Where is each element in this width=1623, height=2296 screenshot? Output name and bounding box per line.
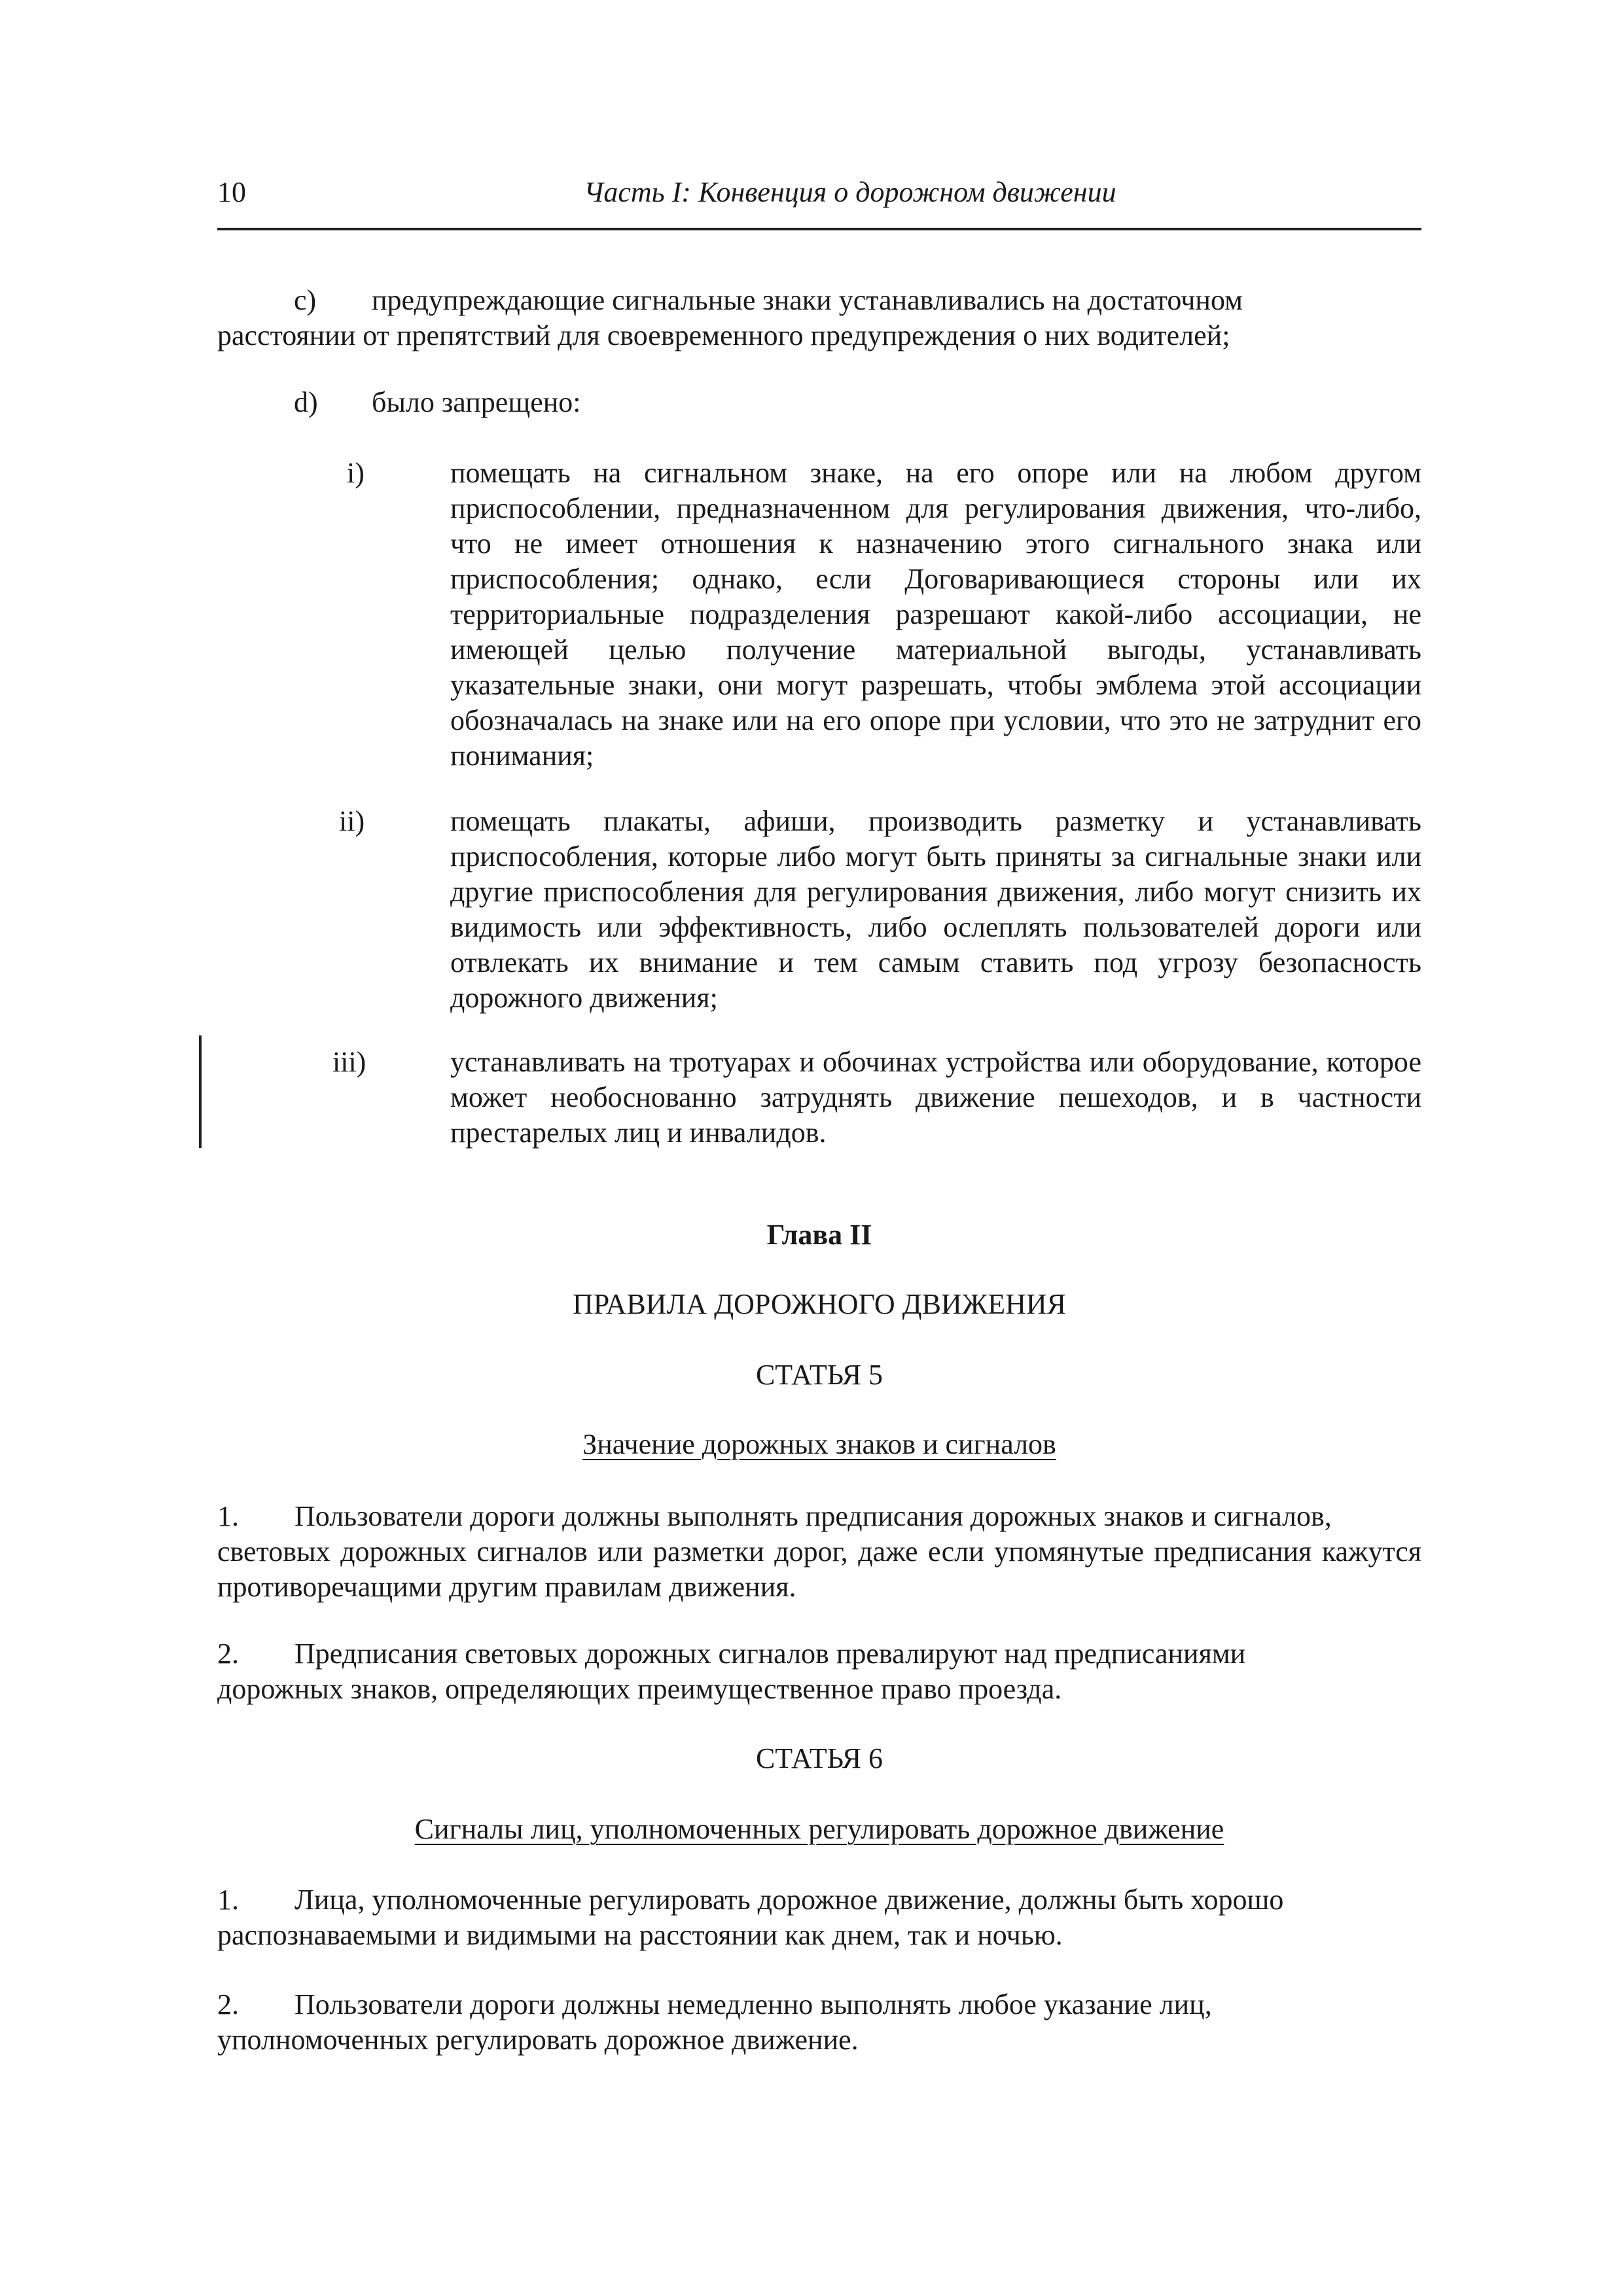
article-6-subtitle-text: Сигналы лиц, уполномоченных регулировать дорожное движение [414,1813,1224,1845]
item-c-marker: c) [294,284,317,316]
item-c-continuation: расстоянии от препятствий для своевременного предупреждения о них водителей; [217,319,1230,351]
running-header [217,175,1421,228]
subitem-ii-text: помещать плакаты, афиши, производить разметку и устанавливать приспособления, которые либо могут быть приняты за сигнальные знаки или другие приспособления для регулирования движения, либо могут снизить их видимость или эффективность, либо ослеплять пользователей дороги или отвлекать их внимание и тем самым ставить под угрозу безопасность дорожного движения; [450,805,1421,1014]
subitem-iii-text: устанавливать на тротуарах и обочинах устройства или оборудование, которое может необоснованно затруднять движение пешеходов, и в частности престарелых лиц и инвалидов. [450,1046,1421,1149]
article-5-subtitle [217,1427,1421,1462]
running-title: Часть I: Конвенция о дорожном движении [584,176,1116,208]
article-5-para-1-number: 1. [217,1500,239,1532]
article-6-subtitle [217,1812,1421,1847]
subitem-i-text: помещать на сигнальном знаке, на его опоре или на любом другом приспособлении, предназначенном для регулирования движения, что-либо, что не имеет отношения к назначению этого сигнального знака или приспособления; однако, если Договаривающиеся стороны или их территориальные подразделения разрешают какой-либо ассоциации, не имеющей целью получение материальной выгоды, устанавливать указательные знаки, они могут разрешать, чтобы эмблема этой ассоциации обозначалась на знаке или на его опоре при условии, что это не затруднит его понимания; [450,457,1421,772]
article-5-para-2-number: 2. [217,1638,239,1670]
page-number: 10 [217,176,246,208]
item-d-text: было запрещено: [372,386,581,418]
article-6-para-1-continuation: распознаваемыми и видимыми на расстоянии как днем, так и ночью. [217,1919,1063,1951]
subitem-ii-marker: ii) [339,805,365,837]
article-5-heading: СТАТЬЯ 5 [755,1359,883,1391]
article-5-para-1-first-line: Пользователи дороги должны выполнять предписания дорожных знаков и сигналов, [294,1500,1332,1532]
article-6-para-1-first-line: Лица, уполномоченные регулировать дорожное движение, должны быть хорошо [294,1884,1284,1916]
article-6-para-2-number: 2. [217,1988,239,2020]
subitem-i-marker: i) [347,457,365,489]
subitem-iii-marker: iii) [332,1046,366,1078]
article-6-heading: СТАТЬЯ 6 [755,1742,883,1774]
article-5-para-2-continuation: дорожных знаков, определяющих преимущественное право проезда. [217,1673,1062,1705]
chapter-title: ПРАВИЛА ДОРОЖНОГО ДВИЖЕНИЯ [572,1288,1067,1320]
article-5-para-2-first-line: Предписания световых дорожных сигналов превалируют над предписаниями [294,1638,1246,1670]
revision-change-bar [199,1035,202,1148]
article-6-para-2-first-line: Пользователи дороги должны немедленно выполнять любое указание лиц, [294,1988,1212,2020]
header-rule [217,228,1421,230]
item-d-marker: d) [294,386,318,418]
article-5-subtitle-text: Значение дорожных знаков и сигналов [582,1428,1056,1460]
article-5-para-1-continuation: световых дорожных сигналов или разметки дорог, даже если упомянутые предписания кажутся противоречащими другим правилам движения. [217,1535,1421,1603]
chapter-label: Глава II [766,1219,872,1251]
article-6-para-1-number: 1. [217,1884,239,1916]
article-6-para-2-continuation: уполномоченных регулировать дорожное движение. [217,2024,859,2056]
item-c-first-line: предупреждающие сигнальные знаки устанавливались на достаточном [372,284,1243,316]
